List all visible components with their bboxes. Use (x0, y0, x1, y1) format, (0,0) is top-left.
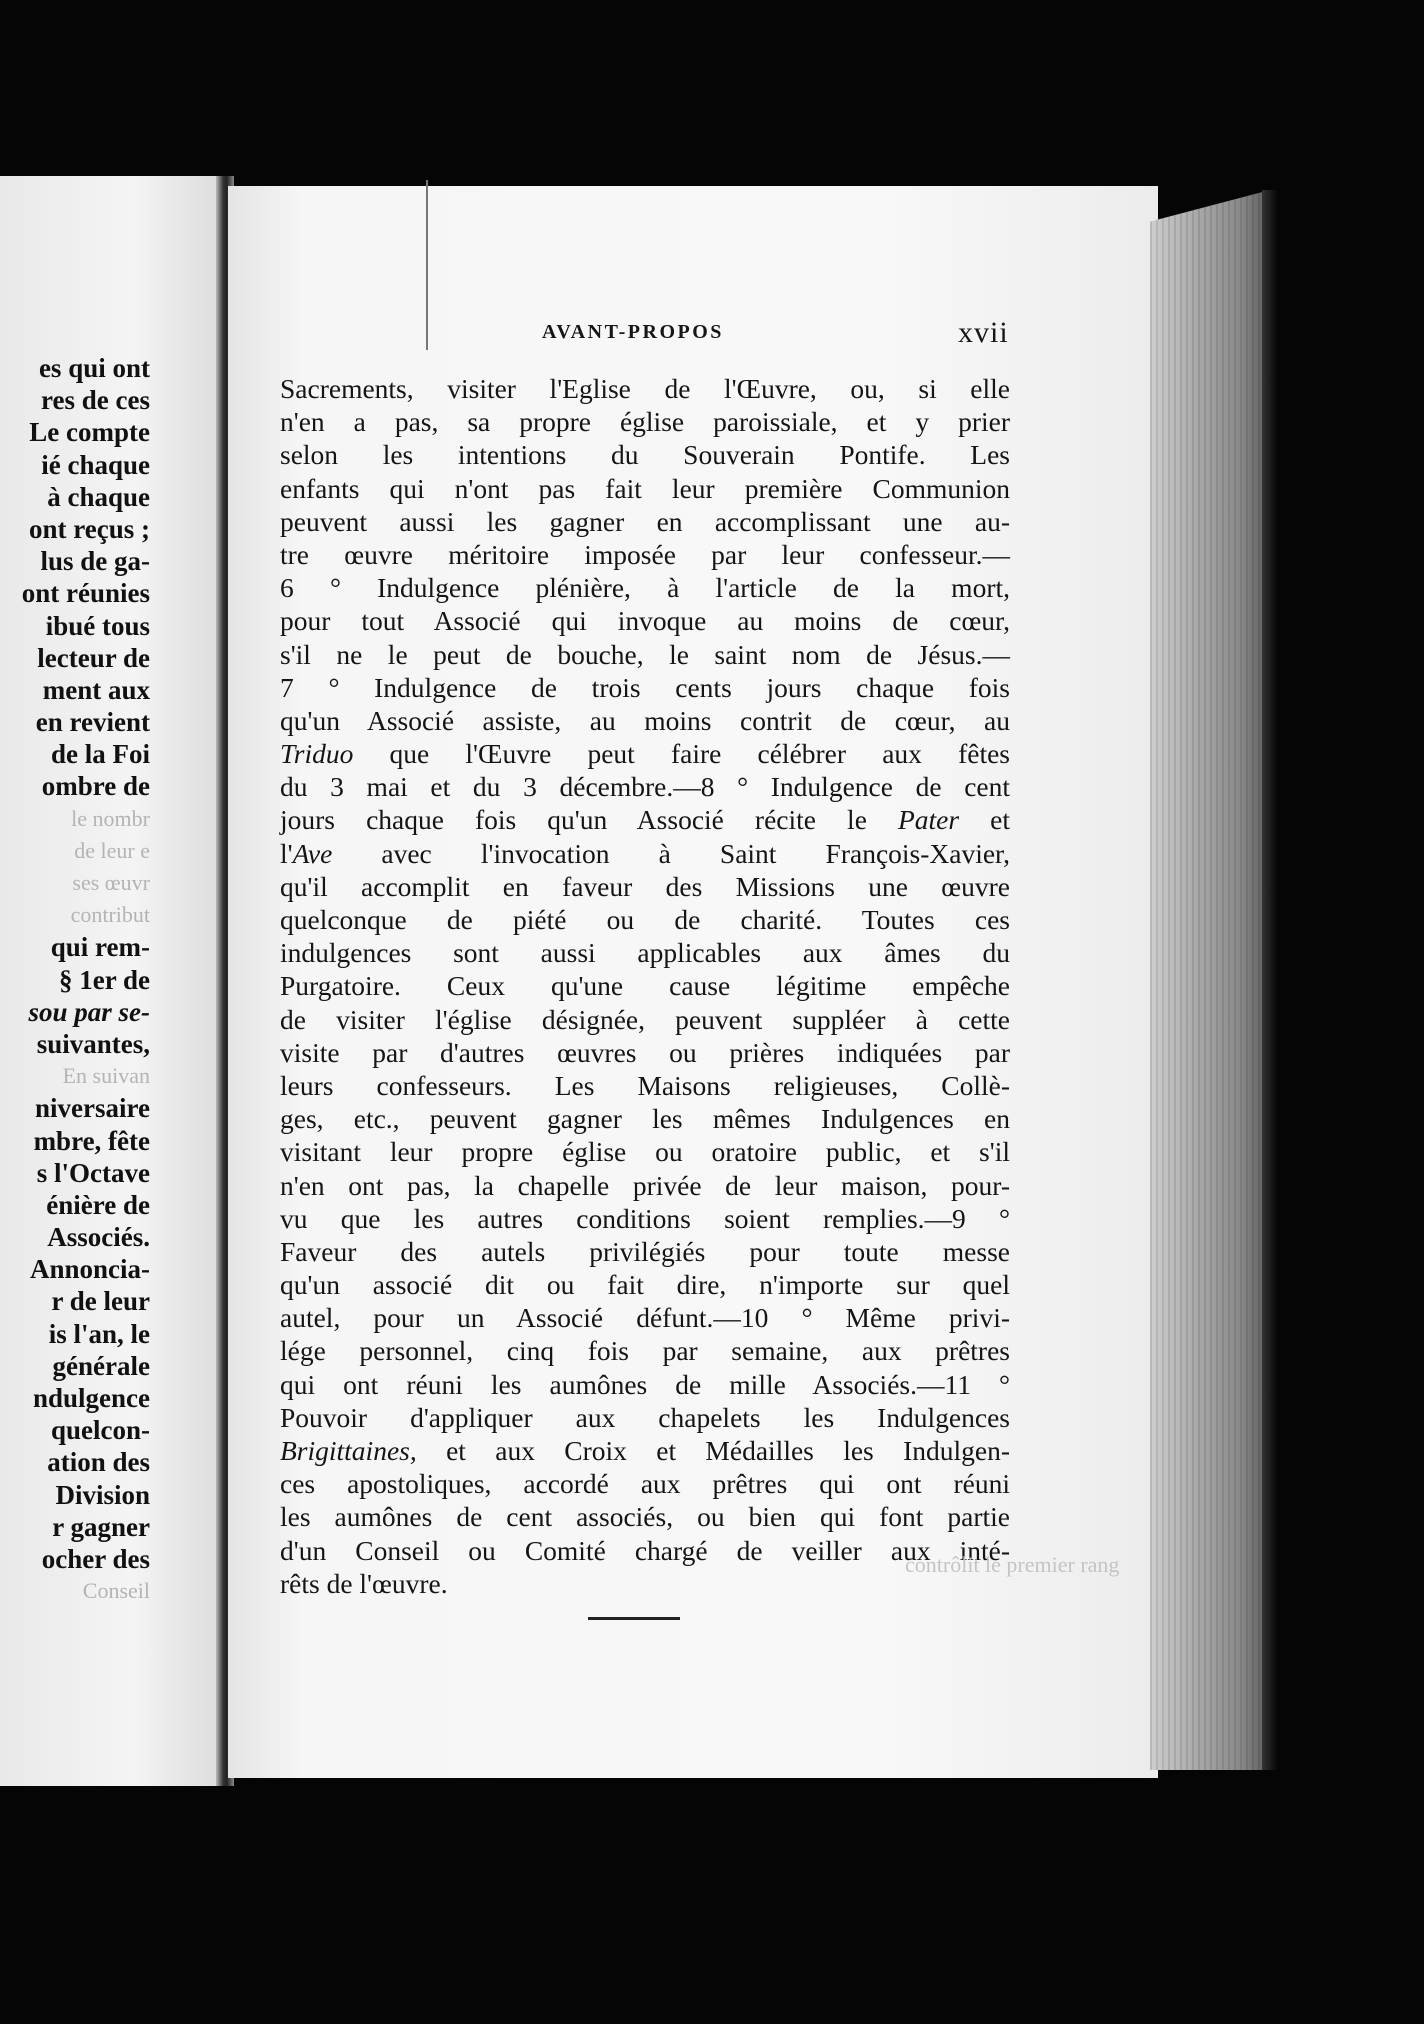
text-run: indulgences sont aussi applicables aux âmes du (280, 937, 1010, 969)
text-run: s'il ne le peut de bouche, le saint nom de Jésus.— (280, 638, 1010, 670)
text-run: ces apostoliques, accordé aux prêtres qui ont réuni (280, 1468, 1010, 1500)
text-run: n'en a pas, sa propre église paroissiale, et y prier (280, 406, 1010, 438)
left-page-line: à chaque (47, 481, 150, 512)
text-line (280, 604, 1010, 637)
text-run: visite par d'autres œuvres ou prières indiquées par (280, 1036, 1010, 1068)
text-run: de visiter l'église désignée, peuvent suppléer à cette (280, 1003, 1010, 1035)
text-line (280, 1102, 1010, 1135)
text-line (280, 936, 1010, 969)
page-edges (1150, 190, 1270, 1770)
left-page-line: es qui ont (38, 353, 150, 383)
text-run: ges, etc., peuvent gagner les mêmes Indulgences en (280, 1103, 1010, 1135)
text-line (280, 1135, 1010, 1168)
text-line (280, 372, 1010, 405)
text-run: l' (280, 837, 293, 869)
text-run: enfants qui n'ont pas fait leur première Communion (280, 472, 1010, 504)
text-line (280, 1069, 1010, 1102)
text-run: 7 ° Indulgence de trois cents jours chaque fois (280, 671, 1010, 703)
text-line (280, 737, 1010, 770)
left-page-line: en revient (35, 707, 150, 738)
left-page-line: énière de (46, 1189, 150, 1220)
text-line (280, 837, 1010, 870)
left-page-line: Associés. (47, 1222, 150, 1253)
left-page-line: lecteur de (37, 642, 150, 673)
text-line (280, 1169, 1010, 1202)
body-text (280, 372, 1010, 1600)
text-run: Sacrements, visiter l'Eglise de l'Œuvre, ou, si elle (280, 373, 1010, 404)
margin-mark (426, 180, 428, 350)
text-run: autel, pour un Associé défunt.—10 ° Même privi- (280, 1302, 1010, 1334)
left-page-line: § 1er de (59, 964, 150, 995)
left-page-line: ombre de (41, 771, 150, 802)
text-line (280, 1434, 1010, 1467)
left-page-line: En suivan (62, 1063, 150, 1089)
left-page-line: le nombr (71, 805, 150, 831)
text-line (280, 1534, 1010, 1567)
text-run: jours chaque fois qu'un Associé récite le (280, 804, 898, 836)
left-page-line: r gagner (52, 1511, 150, 1542)
text-run: avec l'invocation à Saint François-Xavier, (332, 837, 1010, 869)
left-page-line: suivantes, (36, 1028, 150, 1059)
left-page-line: Annoncia- (29, 1254, 150, 1285)
left-page-line: niversaire (35, 1093, 150, 1124)
text-run: selon les intentions du Souverain Pontife. Les (280, 439, 1010, 471)
italic-term: Ave (292, 837, 333, 869)
text-line (280, 472, 1010, 505)
text-run: et (959, 804, 1010, 836)
text-line (280, 638, 1010, 671)
text-run: que l'Œuvre peut faire célébrer aux fêtes (353, 738, 1010, 770)
text-run: Faveur des autels privilégiés pour toute messe (280, 1235, 1010, 1267)
left-page-text (0, 352, 150, 1607)
text-line (280, 1567, 1010, 1600)
text-line (280, 1036, 1010, 1069)
text-run: rêts de l'œuvre. (280, 1567, 448, 1599)
left-page-line: générale (52, 1350, 150, 1381)
left-page-line: r de leur (51, 1286, 150, 1317)
text-run: quelconque de piété ou de charité. Toutes ces (280, 904, 1010, 935)
text-run: d'un Conseil ou Comité chargé de veiller aux inté- (280, 1534, 1010, 1566)
text-line (280, 571, 1010, 604)
italic-term: Pater (897, 804, 960, 836)
text-line (280, 1268, 1010, 1301)
bleed-through-text: contrôlit le premier rang (905, 1552, 1120, 1577)
text-run: qu'un Associé assiste, au moins contrit de cœur, au (280, 704, 1010, 736)
left-page-line: lus de ga- (40, 546, 150, 577)
text-run: Pouvoir d'appliquer aux chapelets les Indulgences (280, 1401, 1010, 1433)
text-run: du 3 mai et du 3 décembre.—8 ° Indulgence de cent (280, 771, 1010, 803)
text-line (280, 1334, 1010, 1367)
page-number: xvii (958, 316, 1009, 349)
left-page-line: is l'an, le (48, 1318, 150, 1349)
text-run: visitant leur propre église ou oratoire public, et s'il (280, 1136, 1010, 1168)
text-line (280, 438, 1010, 471)
text-line (280, 505, 1010, 538)
left-page-line: sou par se- (28, 996, 150, 1027)
text-run: vu que les autres conditions soient remplies.—9 ° (280, 1202, 1010, 1234)
text-run: tre œuvre méritoire imposée par leur confesseur.— (280, 538, 1010, 570)
text-line (280, 1003, 1010, 1036)
left-page-line: Conseil (82, 1578, 150, 1604)
text-line (280, 671, 1010, 704)
text-run: Purgatoire. Ceux qu'une cause légitime empêche (280, 970, 1010, 1002)
text-line (280, 770, 1010, 803)
end-rule (588, 1617, 680, 1620)
left-page-line: Le compte (29, 417, 150, 448)
text-run: qu'un associé dit ou fait dire, n'importe sur quel (280, 1269, 1010, 1301)
text-run: qui ont réuni les aumônes de mille Associés.—11 ° (280, 1368, 1010, 1400)
text-line (280, 405, 1010, 438)
text-run: lége personnel, cinq fois par semaine, aux prêtres (280, 1335, 1010, 1367)
italic-term: Triduo (280, 738, 354, 770)
text-line (280, 1368, 1010, 1401)
text-line (280, 1202, 1010, 1235)
text-line (280, 969, 1010, 1002)
left-page-line: ndulgence (32, 1383, 150, 1413)
text-line (280, 704, 1010, 737)
text-run: n'en ont pas, la chapelle privée de leur maison, pour- (280, 1169, 1010, 1201)
text-run: peuvent aussi les gagner en accomplissant une au- (280, 505, 1010, 537)
text-line (280, 538, 1010, 571)
left-page-line: ibué tous (45, 610, 150, 641)
text-run: et aux Croix et Médailles les Indulgen- (416, 1435, 1010, 1466)
text-line (280, 1500, 1010, 1533)
text-run: qu'il accomplit en faveur des Missions une œuvre (280, 870, 1010, 902)
left-page-line: de la Foi (51, 739, 150, 770)
text-run: les aumônes de cent associés, ou bien qui font partie (280, 1501, 1010, 1533)
left-page-line: ation des (47, 1447, 150, 1478)
left-page-line: contribut (70, 902, 150, 928)
left-page-line: res de ces (41, 385, 150, 416)
text-line (280, 1401, 1010, 1434)
text-line (280, 1301, 1010, 1334)
italic-term: Brigittaines, (280, 1435, 417, 1466)
left-page-line: ses œuvr (72, 870, 150, 895)
text-run: pour tout Associé qui invoque au moins de cœur, (280, 605, 1010, 637)
left-page-line: qui rem- (50, 932, 150, 963)
left-page-line: ment aux (42, 674, 150, 705)
text-run: 6 ° Indulgence plénière, à l'article de la mort, (280, 572, 1010, 604)
text-line (280, 803, 1010, 836)
left-page-line: de leur e (74, 837, 150, 863)
left-page-line: quelcon- (50, 1415, 150, 1446)
text-line (280, 1235, 1010, 1268)
running-head: AVANT-PROPOS (542, 321, 724, 343)
page-edge-shadow (1262, 190, 1278, 1770)
left-page-line: ié chaque (41, 449, 150, 480)
left-page-line: s l'Octave (36, 1157, 150, 1188)
left-page-line: mbre, fête (33, 1125, 150, 1156)
left-page-line: ocher des (41, 1543, 150, 1574)
text-line (280, 870, 1010, 903)
text-line (280, 1467, 1010, 1500)
text-run: leurs confesseurs. Les Maisons religieuses, Collè- (280, 1069, 1010, 1101)
left-page-line: Division (55, 1479, 150, 1510)
text-line (280, 903, 1010, 936)
left-page-line: ont réunies (21, 578, 150, 609)
left-page-line: ont reçus ; (29, 513, 150, 544)
